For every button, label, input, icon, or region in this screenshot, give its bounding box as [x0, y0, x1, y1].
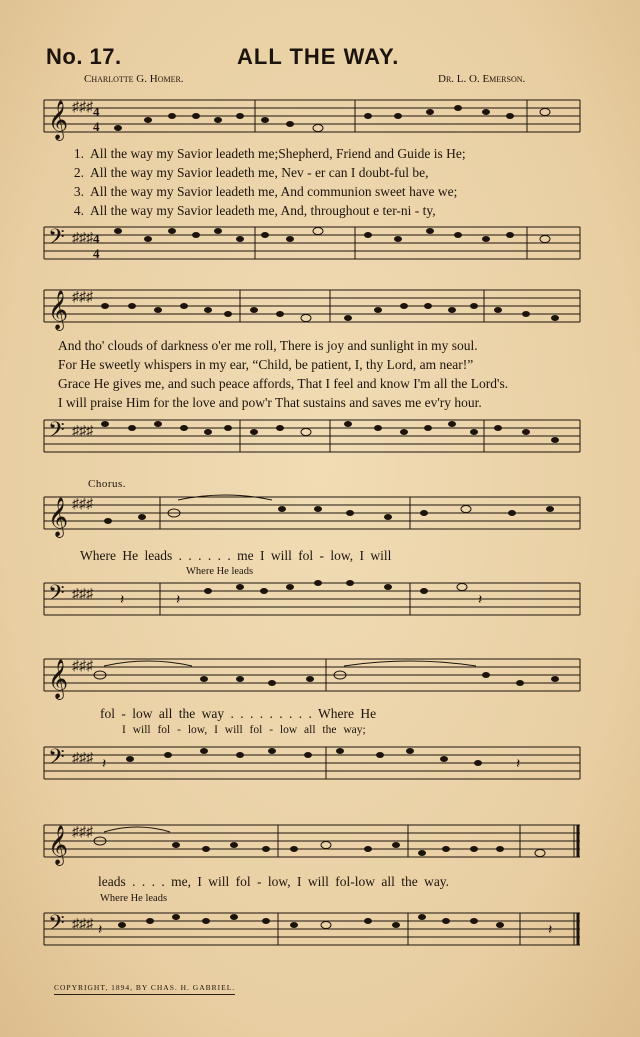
chorus-line-2-bass-lyrics: I will fol - low, I will fol - low all the way;	[122, 724, 366, 736]
svg-text:♯♯♯: ♯♯♯	[72, 100, 93, 115]
verse-3-line-2: Grace He gives me, and such peace affords, That I feel and know I'm all the Lord's.	[58, 376, 509, 391]
verse-2-line-1: 2. All the way my Savior leadeth me, Nev - er can I doubt-ful be,	[73, 165, 429, 180]
svg-text:𝄽: 𝄽	[478, 593, 483, 608]
staff-system-2-bass	[0, 415, 640, 465]
svg-text:♯♯♯: ♯♯♯	[72, 659, 93, 674]
svg-text:𝄞: 𝄞	[48, 661, 69, 698]
chorus-line-1-bass-cue: Where He leads	[186, 566, 254, 577]
svg-text:♯♯♯: ♯♯♯	[72, 587, 93, 602]
staff-system-1-treble	[0, 95, 640, 145]
svg-text:𝄢: 𝄢	[48, 225, 65, 254]
svg-text:4: 4	[93, 231, 100, 246]
svg-text:𝄞: 𝄞	[48, 499, 69, 536]
verse-4-line-1: 4. All the way my Savior leadeth me, And, throughout e ter-ni - ty,	[73, 203, 436, 218]
svg-text:4: 4	[93, 104, 100, 119]
svg-text:4: 4	[93, 246, 100, 261]
staff-system-2-treble	[0, 285, 640, 335]
staff-chorus-3-treble	[0, 820, 640, 870]
staff-system-1-bass	[0, 222, 640, 272]
hymn-title: ALL THE WAY.	[237, 44, 400, 69]
svg-text:♯♯♯: ♯♯♯	[72, 917, 93, 932]
copyright-notice: COPYRIGHT, 1894, BY CHAS. H. GABRIEL.	[54, 983, 236, 992]
svg-text:𝄢: 𝄢	[48, 911, 65, 940]
verse-2-line-2: For He sweetly whispers in my ear, “Child, be patient, I, thy Lord, am near!”	[58, 357, 474, 372]
svg-text:♯♯♯: ♯♯♯	[72, 825, 93, 840]
staff-chorus-1-bass	[0, 578, 640, 628]
verse-4-line-2: I will praise Him for the love and pow'r That sustains and saves me ev'ry hour.	[58, 395, 482, 410]
svg-text:𝄽: 𝄽	[120, 593, 125, 608]
staff-chorus-1-treble	[0, 492, 640, 542]
verse-3-line-1: 3. All the way my Savior leadeth me, And communion sweet have we;	[73, 184, 458, 199]
chorus-line-3-bass-cue: Where He leads	[100, 893, 168, 904]
svg-text:𝄞: 𝄞	[48, 827, 69, 864]
verse-1-line-1: 1. All the way my Savior leadeth me;Shepherd, Friend and Guide is He;	[73, 146, 466, 161]
staff-chorus-3-bass	[0, 908, 640, 958]
chorus-line-3-lyrics: leads . . . . me, I will fol - low, I will fol-low all the way.	[98, 874, 450, 889]
staff-chorus-2-treble	[0, 654, 640, 704]
verse-1-line-2: And tho' clouds of darkness o'er me roll, There is joy and sunlight in my soul.	[58, 338, 478, 353]
lyricist-credit: Charlotte G. Homer.	[84, 73, 184, 85]
composer-credit: Dr. L. O. Emerson.	[438, 73, 526, 85]
svg-text:𝄞: 𝄞	[48, 292, 69, 329]
svg-text:𝄢: 𝄢	[48, 418, 65, 447]
svg-text:𝄽: 𝄽	[102, 757, 107, 772]
svg-text:♯♯♯: ♯♯♯	[72, 751, 93, 766]
svg-text:𝄢: 𝄢	[48, 745, 65, 774]
svg-text:𝄞: 𝄞	[48, 100, 69, 140]
chorus-label: Chorus.	[88, 478, 127, 490]
svg-text:♯♯♯: ♯♯♯	[72, 424, 93, 439]
svg-text:𝄢: 𝄢	[48, 581, 65, 610]
svg-text:𝄽: 𝄽	[176, 593, 181, 608]
hymn-number: No. 17.	[46, 44, 122, 69]
svg-text:♯♯♯: ♯♯♯	[72, 231, 93, 246]
svg-text:♯♯♯: ♯♯♯	[72, 497, 93, 512]
chorus-line-1-lyrics: Where He leads . . . . . . me I will fol - low, I will	[80, 548, 392, 563]
svg-text:𝄽: 𝄽	[548, 923, 553, 938]
svg-text:4: 4	[93, 119, 100, 134]
svg-text:♯♯♯: ♯♯♯	[72, 290, 93, 305]
svg-text:𝄽: 𝄽	[516, 757, 521, 772]
svg-text:𝄽: 𝄽	[98, 923, 103, 938]
chorus-line-2-lyrics: fol - low all the way . . . . . . . . . Where He	[100, 706, 377, 721]
staff-chorus-2-bass	[0, 742, 640, 792]
